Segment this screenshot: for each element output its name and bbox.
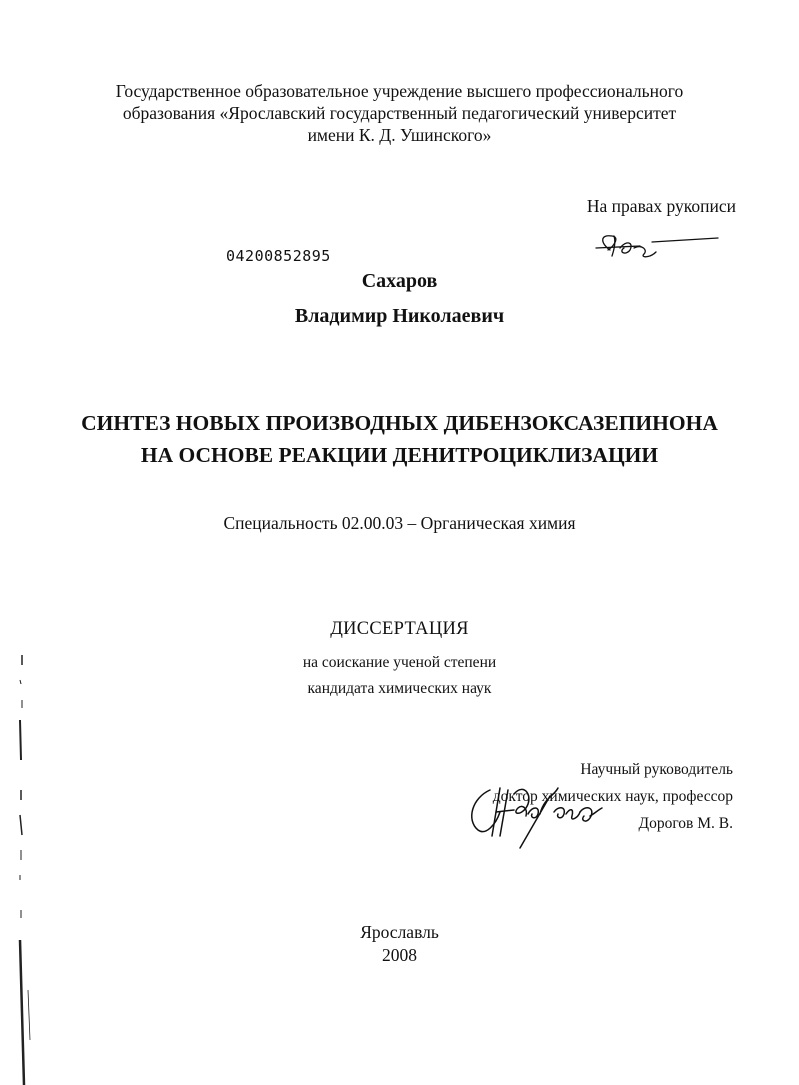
- institution-block: [0, 80, 799, 146]
- supervisor-title: доктор химических наук, профессор: [492, 788, 733, 805]
- city: Ярославль: [360, 922, 439, 942]
- institution-line-3: имени К. Д. Ушинского»: [307, 125, 492, 145]
- degree-block: [0, 650, 799, 702]
- registration-number: 04200852895: [226, 247, 331, 265]
- city-year-block: [0, 921, 799, 967]
- author-signature: [590, 228, 720, 268]
- specialty-line: Специальность 02.00.03 – Органическая химия: [223, 513, 576, 533]
- degree-line-1: на соискание ученой степени: [302, 654, 497, 671]
- degree-line-2: кандидата химических наук: [307, 680, 492, 697]
- institution-line-1: Государственное образовательное учреждение высшего профессионального: [115, 81, 684, 101]
- year: 2008: [382, 945, 417, 965]
- title-line-2: НА ОСНОВЕ РЕАКЦИИ ДЕНИТРОЦИКЛИЗАЦИИ: [140, 443, 659, 467]
- author-name-patronymic: Владимир Николаевич: [294, 305, 505, 327]
- supervisor-signature: [462, 778, 622, 850]
- dissertation-title: [0, 407, 799, 471]
- manuscript-rights-note: На правах рукописи: [586, 196, 736, 216]
- supervisor-name: Дорогов М. В.: [638, 815, 733, 832]
- institution-line-2: образования «Ярославский государственный педагогический университет: [122, 103, 677, 123]
- document-type: ДИССЕРТАЦИЯ: [330, 619, 469, 639]
- supervisor-role: Научный руководитель: [580, 761, 733, 778]
- author-surname: Сахаров: [361, 270, 438, 292]
- title-line-1: СИНТЕЗ НОВЫХ ПРОИЗВОДНЫХ ДИБЕНЗОКСАЗЕПИНОНА: [81, 411, 718, 435]
